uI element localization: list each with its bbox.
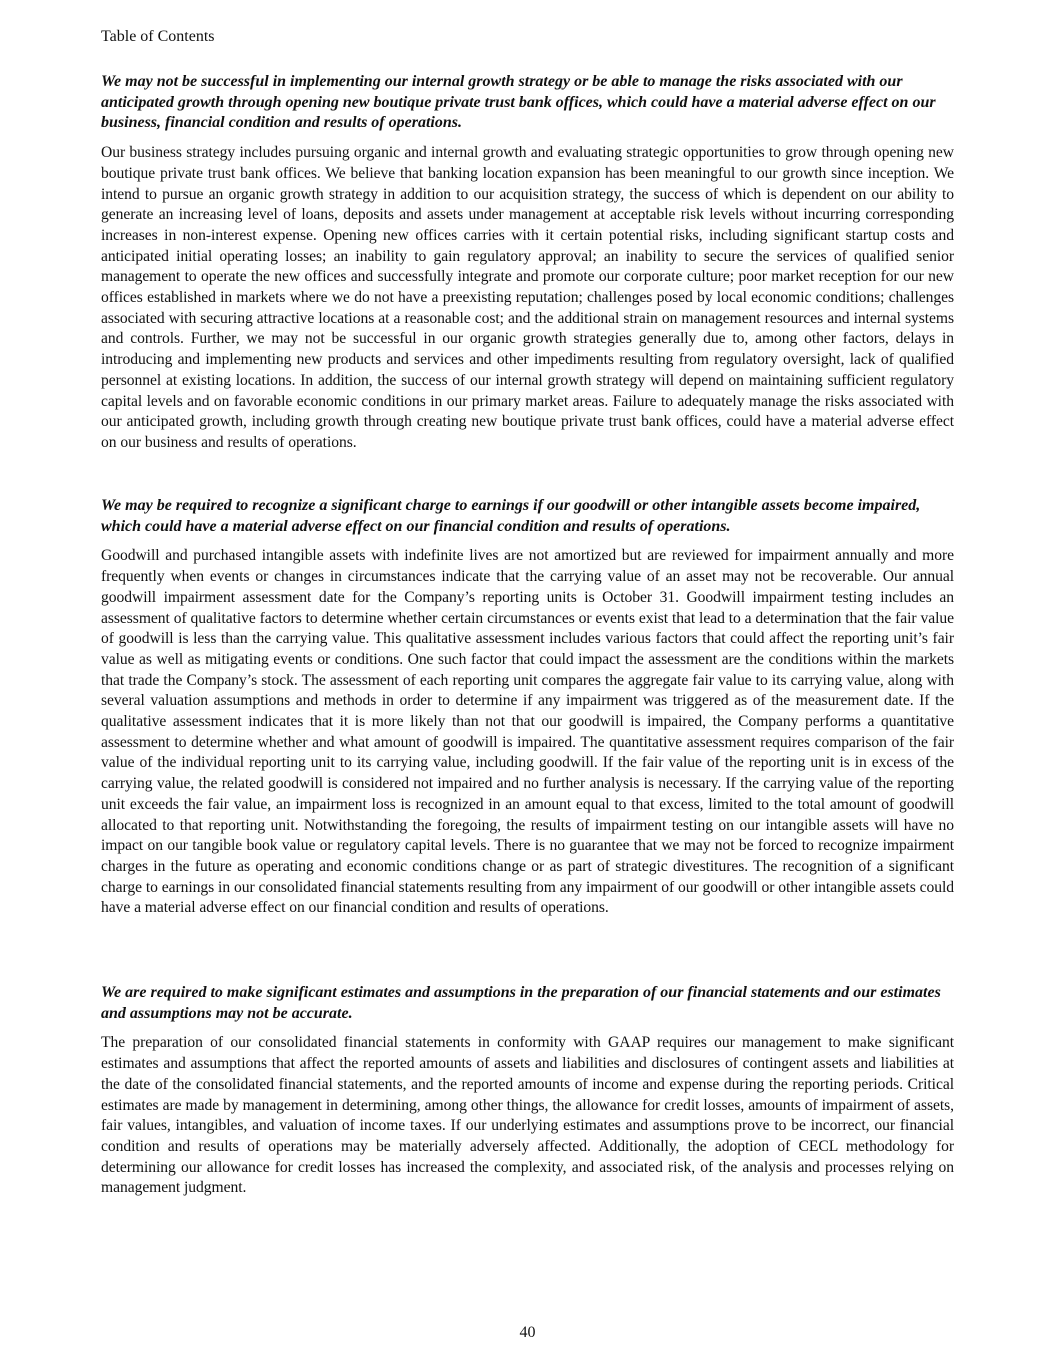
section-heading: We are required to make significant estimates and assumptions in the preparation of our financial statements and our estimates and assumptions may not be accurate. [101, 984, 941, 1022]
section-body: Our business strategy includes pursuing organic and internal growth and evaluating strategic opportunities to grow through opening new boutique private trust bank offices. We believe that banking location expansion has been meaningful to our growth since inception. We intend to pursue an organic growth strategy in addition to our acquisition strategy, the success of which is dependent on our ability to generate an increasing level of loans, deposits and assets under management at acceptable risk levels without incurring corresponding increases in non-interest expense. Opening new offices carries with it certain potential risks, including significant startup costs and anticipated initial operating losses; an inability to gain regulatory approval; an inability to secure the services of qualified senior management to operate the new offices and successfully integrate and promote our corporate culture; poor market reception for our new offices established in markets where we do not have a preexisting reputation; challenges posed by local economic conditions; challenges associated with securing attractive locations at a reasonable cost; and the additional strain on management resources and internal systems and controls. Further, we may not be successful in our organic growth strategies generally due to, among other factors, delays in introducing and implementing new products and services and other impediments resulting from regulatory oversight, lack of qualified personnel at existing locations. In addition, the success of our internal growth strategy will depend on maintaining sufficient regulatory capital levels and on favorable economic conditions in our primary market areas. Failure to adequately manage the risks associated with our anticipated growth, including growth through creating new boutique private trust bank offices, could have a material adverse effect on our business and results of operations. [101, 144, 954, 451]
section-heading: We may be required to recognize a significant charge to earnings if our goodwill or other intangible assets become impaired, which could have a material adverse effect on our financial condition and results of operations. [101, 497, 921, 535]
risk-factor-estimates-assumptions [101, 983, 954, 1199]
page-number: 40 [519, 1324, 536, 1341]
section-body: Goodwill and purchased intangible assets with indefinite lives are not amortized but are reviewed for impairment annually and more frequently when events or changes in circumstances indicate that the carrying value of an asset may not be recoverable. Our annual goodwill impairment assessment date for the Company’s reporting units is October 31. Goodwill impairment testing includes an assessment of qualitative factors to determine whether certain circumstances or events exist that lead to a determination that the fair value of goodwill is less than the carrying value. This qualitative assessment includes various factors that could affect the reporting unit’s fair value as well as mitigating events or conditions. One such factor that could impact the assessment are the conditions within the markets that trade the Company’s stock. The assessment of each reporting unit compares the aggregate fair value to its carrying value, along with several valuation assumptions and methods in order to determine if any impairment was triggered as of the measurement date. If the qualitative assessment indicates that it is more likely than not that our goodwill is impaired, the Company performs a quantitative assessment to determine whether and what amount of goodwill is impaired. The quantitative assessment requires comparison of the fair value of the individual reporting unit to its carrying value, including goodwill. If the fair value of the reporting unit is in excess of the carrying value, the related goodwill is considered not impaired and no further analysis is necessary. If the carrying value of the reporting unit exceeds the fair value, an impairment loss is recognized in an amount equal to that excess, limited to the total amount of goodwill allocated to that reporting unit. Notwithstanding the foregoing, the results of impairment testing on our intangible assets will have no impact on our tangible book value or regulatory capital levels. There is no guarantee that we may not be forced to recognize impairment charges in the future as operating and economic conditions change or as part of strategic divestitures. The recognition of a significant charge to earnings in our consolidated financial statements resulting from any impairment of our goodwill or other intangible assets could have a material adverse effect on our financial condition and results of operations. [101, 547, 954, 917]
risk-factor-internal-growth [101, 72, 954, 454]
section-body: The preparation of our consolidated financial statements in conformity with GAAP requires our management to make significant estimates and assumptions that affect the reported amounts of assets and liabilities and disclosures of contingent assets and liabilities at the date of the consolidated financial statements, and the reported amounts of income and expense during the reporting periods. Critical estimates are made by management in determining, among other things, the allowance for credit losses, amounts of impairment of assets, fair values, intangibles, and valuation of income taxes. If our underlying estimates and assumptions prove to be incorrect, our financial condition and results of operations may be materially adversely affected. Additionally, the adoption of CECL methodology for determining our allowance for credit losses has increased the complexity, and associated risk, of the analysis and processes relying on management judgment. [101, 1034, 954, 1197]
risk-factor-goodwill-impairment [101, 496, 954, 919]
table-of-contents-link[interactable]: Table of Contents [101, 28, 215, 45]
section-heading: We may not be successful in implementing our internal growth strategy or be able to manage the risks associated with our anticipated growth through opening new boutique private trust bank offices, which could have a material adverse effect on our business, financial condition and results of operations. [101, 73, 936, 132]
